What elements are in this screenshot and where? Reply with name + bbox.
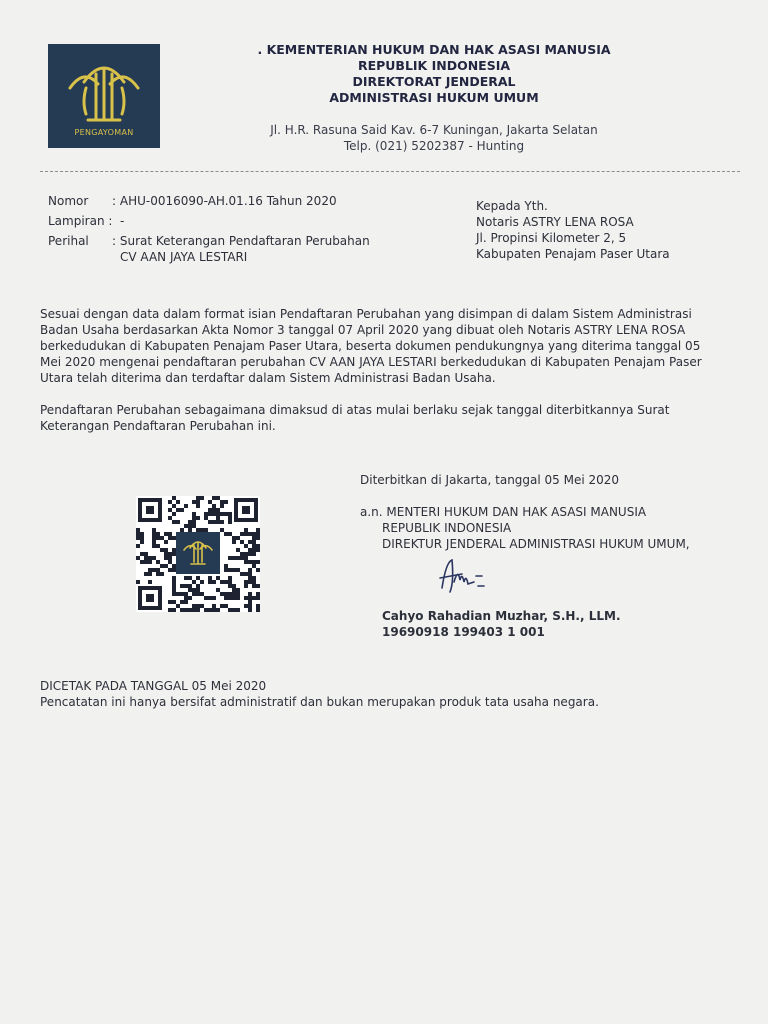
paragraph-line: Keterangan Pendaftaran Perubahan ini.	[40, 419, 276, 433]
letter-meta	[0, 193, 460, 273]
heading-line-republic: REPUBLIK INDONESIA	[357, 58, 511, 73]
authority-line-2: REPUBLIK INDONESIA	[382, 521, 512, 535]
signatory-nip: 19690918 199403 1 001	[382, 625, 545, 639]
lampiran-label: Lampiran :	[48, 214, 113, 228]
body-paragraph-1	[40, 306, 740, 386]
printed-date: DICETAK PADA TANGGAL 05 Mei 2020	[40, 679, 267, 693]
handwritten-signature-icon	[432, 552, 492, 600]
recipient-name: Notaris ASTRY LENA ROSA	[476, 215, 634, 229]
qr-code-icon	[136, 496, 260, 612]
nomor-label: Nomor	[48, 194, 89, 208]
nomor-value: : AHU-0016090-AH.01.16 Tahun 2020	[112, 194, 337, 208]
heading-line-directorate: DIREKTORAT JENDERAL	[352, 74, 516, 89]
authority-line-3: DIREKTUR JENDERAL ADMINISTRASI HUKUM UMUM,	[382, 537, 690, 551]
recipient-greeting: Kepada Yth.	[476, 199, 548, 213]
paragraph-line: berkedudukan di Kabupaten Penajam Paser Utara, beserta dokumen pendukungnya yang diterima tanggal 05	[40, 339, 701, 353]
heading-line-ministry: . KEMENTERIAN HUKUM DAN HAK ASASI MANUSIA	[257, 42, 611, 57]
perihal-subject: CV AAN JAYA LESTARI	[120, 250, 248, 264]
ministry-address	[160, 122, 708, 154]
recipient-block	[476, 198, 670, 262]
lampiran-value: -	[120, 214, 125, 228]
perihal-value: : Surat Keterangan Pendaftaran Perubahan	[112, 234, 370, 248]
address-line: Jl. H.R. Rasuna Said Kav. 6-7 Kuningan, Jakarta Selatan	[270, 123, 598, 137]
issue-date: Diterbitkan di Jakarta, tanggal 05 Mei 2020	[360, 473, 620, 487]
an-line: a.n. MENTERI HUKUM DAN HAK ASASI MANUSIA	[360, 505, 647, 519]
ministry-heading	[160, 42, 708, 106]
paragraph-line: Badan Usaha berdasarkan Akta Nomor 3 tanggal 07 April 2020 yang dibuat oleh Notaris ASTRY LENA ROSA	[40, 323, 686, 337]
logo-caption: PENGAYOMAN	[74, 128, 134, 137]
heading-line-ahu: ADMINISTRASI HUKUM UMUM	[329, 90, 539, 105]
ministry-logo	[48, 44, 160, 148]
paragraph-line: Mei 2020 mengenai pendaftaran perubahan CV AAN JAYA LESTARI berkedudukan di Kabupaten Penajam Paser	[40, 355, 702, 369]
paragraph-line: Sesuai dengan data dalam format isian Pendaftaran Perubahan yang disimpan di dalam Sistem Administrasi	[40, 307, 692, 321]
header-divider	[40, 171, 740, 172]
administrative-note: Pencatatan ini hanya bersifat administratif dan bukan merupakan produk tata usaha negara.	[40, 695, 599, 709]
perihal-label: Perihal	[48, 234, 89, 248]
signatory-name: Cahyo Rahadian Muzhar, S.H., LLM.	[382, 609, 621, 623]
recipient-region: Kabupaten Penajam Paser Utara	[476, 247, 670, 261]
paragraph-line: Pendaftaran Perubahan sebagaimana dimaksud di atas mulai berlaku sejak tanggal diterbitkannya Surat	[40, 403, 670, 417]
paragraph-line: Utara telah diterima dan terdaftar dalam Sistem Administrasi Badan Usaha.	[40, 371, 496, 385]
body-paragraph-2	[40, 402, 740, 434]
signatory-authority	[360, 504, 690, 552]
recipient-street: Jl. Propinsi Kilometer 2, 5	[476, 231, 627, 245]
phone-line: Telp. (021) 5202387 - Hunting	[343, 139, 525, 153]
